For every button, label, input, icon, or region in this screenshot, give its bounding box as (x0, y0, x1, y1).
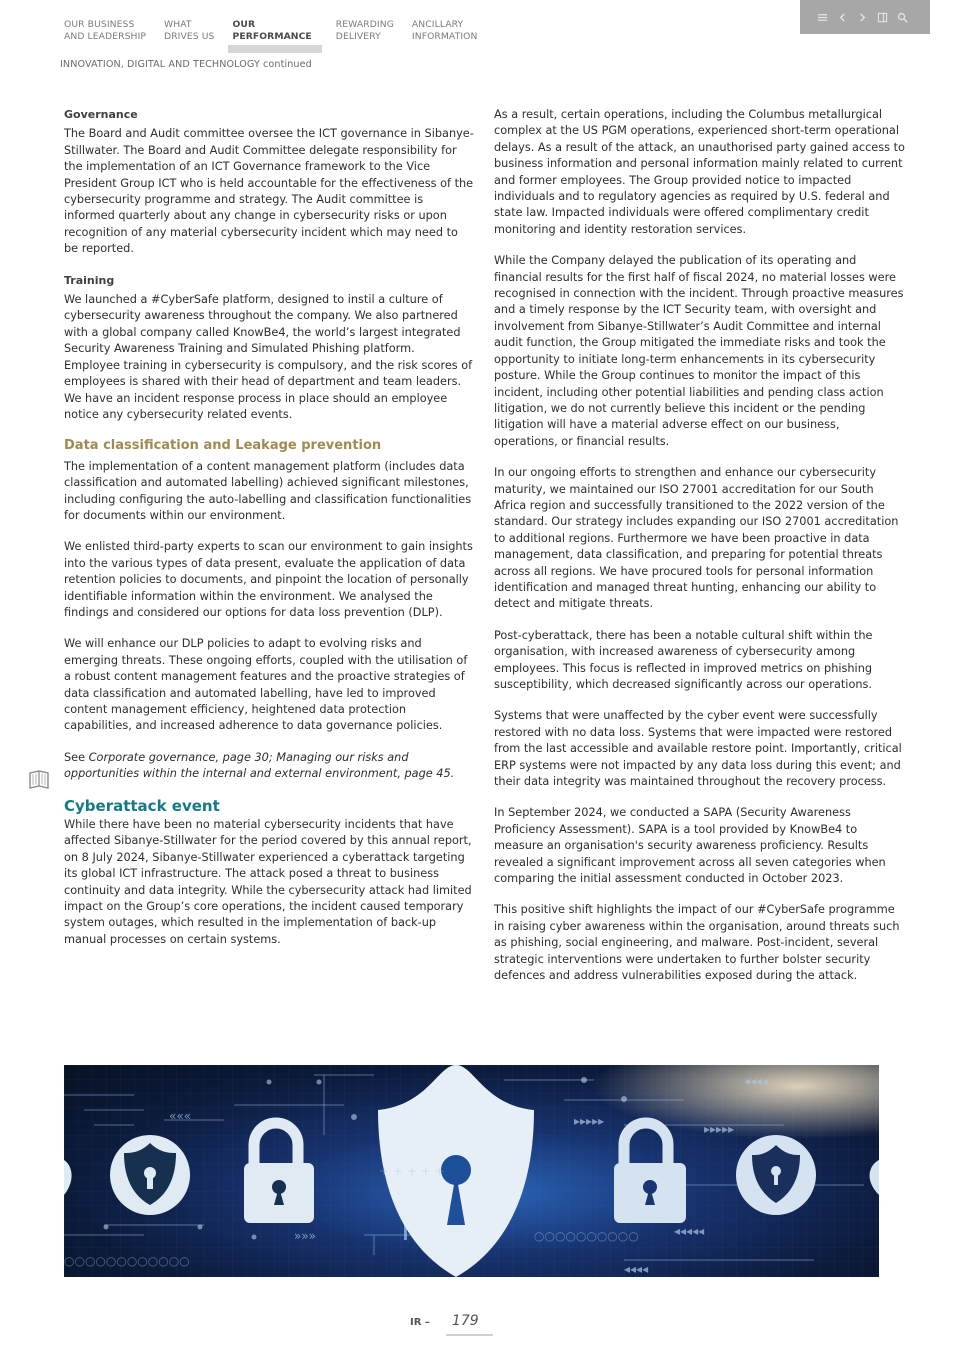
svg-text:»»»: »»» (294, 1229, 317, 1243)
cybersecurity-illustration (64, 1065, 879, 1277)
menu-button[interactable] (816, 11, 828, 23)
search-icon (897, 12, 908, 23)
page-number: 179 (451, 1313, 479, 1329)
right-column (494, 107, 906, 1000)
section-label: INNOVATION, DIGITAL AND TECHNOLOGY continued (60, 59, 312, 70)
training-heading: Training (64, 273, 115, 287)
svg-text:○○○○○○○○○○○○: ○○○○○○○○○○○○ (64, 1254, 190, 1268)
nav-label: DRIVES US (164, 30, 215, 42)
data-classification-paragraph: We will enhance our DLP policies to adapt to evolving risks and emerging threats. These ongoing efforts, coupled with the utilisation of a robust content management features and the proactive strategies of data classification and automated labelling, have led to improved content management efficiency, heightened data protection capabilities, and increased adherence to data governance policies. (64, 637, 468, 733)
pdf-toolbar (800, 0, 930, 34)
nav-label: ANCILLARY (411, 19, 464, 30)
nav-label: WHAT (164, 19, 192, 30)
nav-label: OUR BUSINESS (64, 19, 135, 30)
data-classification-paragraph: The implementation of a content management platform (includes data classification and automated labelling) achieved significant milestones, including configuring the auto-labelling and classification functionalities for documents within our environment. (64, 459, 472, 522)
cyberattack-paragraph: While there have been no material cybersecurity incidents that have affected Sibanye-Stillwater for the period covered by this annual report, on 8 July 2024, Sibanye-Stillwater experienced a cyberattack targeting its global ICT infrastructure. The attack posed a threat to business continuity and data integrity. While the cybersecurity attack had limited impact on the Group’s core operations, the incident caused temporary system outages, which resulted in the implementation of back-up manual processes on certain systems. (64, 818, 472, 946)
nav-label: REWARDING (335, 19, 394, 30)
training-paragraph: We launched a #CyberSafe platform, designed to instil a culture of cybersecurity awareness throughout the company. We also partnered with a global company called KnowBe4, the world’s largest integrated Security Awareness Training and Simulated Phishing platform. Employee training in cybersecurity is compulsory, and the risk scores of employees is shared with their head of department and team leaders. We have an incident response process in place should an employee notice any cybersecurity related events. (64, 293, 473, 421)
body-paragraph: In our ongoing efforts to strengthen and enhance our cybersecurity maturity, we maintained our ISO 27001 accreditation for our South Africa region and successfully transitioned to the 2022 version of the standard. Our strategy includes expanding our ISO 27001 accreditation to additional regions. Furthermore we have been proactive in data management, data classification, and preparing for potential threats across all regions. We have procured tools for personal information identification and managed threat hunting, enhancing our ability to detect and mitigate threats. (494, 466, 899, 611)
cross-reference (64, 750, 474, 783)
see-prefix: See (64, 750, 89, 764)
nav-our-business[interactable] (64, 19, 146, 42)
left-column (64, 107, 474, 963)
page-footer (410, 1313, 479, 1329)
data-classification-paragraph: We enlisted third-party experts to scan our environment to gain insights into the various types of data present, evaluate the application of data retention policies to documents, and pinpoint the location of personally identifiable information within the environment. We analysed the findings and considered our options for data loss prevention (DLP). (64, 540, 473, 619)
nav-rewarding-delivery[interactable] (336, 19, 394, 42)
book-icon[interactable] (28, 770, 50, 790)
nav-label: OUR (232, 19, 256, 30)
body-paragraph: As a result, certain operations, including the Columbus metallurgical complex at the US PGM operations, experienced short-term operational delays. As a result of the attack, an unauthorised party gained access to business information and personal information mainly related to current and former employees. The Group provided notice to impacted individuals and to regulatory agencies as required by U.S. federal and state law. Impacted individuals were offered complimentary credit monitoring and identity restoration services. (494, 108, 905, 236)
nav-our-performance[interactable] (232, 19, 311, 42)
svg-text:▸▸▸▸▸: ▸▸▸▸▸ (704, 1122, 735, 1136)
svg-text:«««: ««« (169, 1109, 192, 1123)
nav-label: DELIVERY (335, 30, 381, 42)
cybersecurity-image (64, 1065, 879, 1277)
nav-label: AND LEADERSHIP (64, 30, 147, 42)
search-button[interactable] (896, 11, 908, 23)
report-prefix: IR – (410, 1317, 430, 1328)
body-paragraph: In September 2024, we conducted a SAPA (Security Awareness Proficiency Assessment). SAPA is a tool provided by KnowBe4 to measure an organisation's security awareness proficiency. Results revealed a significant improvement across all seven categories when comparing the initial assessment conducted in October 2023. (494, 806, 886, 886)
page-view-button[interactable] (876, 11, 888, 23)
chevron-right-icon (857, 12, 868, 23)
body-paragraph: This positive shift highlights the impact of our #CyberSafe programme in raising cyber awareness within the organisation, around threats such as phishing, social engineering, and malware. Post-incident, several strategic interventions were undertaken to further bolster security defences and address vulnerabilities exposed during the attack. (494, 903, 900, 983)
previous-page-button[interactable] (836, 11, 848, 23)
cyberattack-heading: Cyberattack event (64, 796, 220, 815)
svg-text:◂◂◂◂: ◂◂◂◂ (624, 1262, 649, 1276)
nav-what-drives-us[interactable] (164, 19, 214, 42)
page-icon (877, 12, 888, 23)
svg-text:○○○○○○○○○○: ○○○○○○○○○○ (534, 1229, 639, 1243)
svg-text:◂◂◂◂: ◂◂◂◂ (744, 1074, 769, 1088)
top-navigation (64, 19, 495, 42)
menu-icon (817, 12, 828, 23)
svg-text:◂◂◂◂◂: ◂◂◂◂◂ (674, 1224, 705, 1238)
chevron-left-icon (837, 12, 848, 23)
nav-ancillary-information[interactable] (412, 19, 478, 42)
svg-text:+ + + + +: + + + + + (379, 1164, 445, 1178)
nav-label: PERFORMANCE (232, 30, 312, 42)
body-paragraph: While the Company delayed the publication of its operating and financial results for the first half of fiscal 2024, no material losses were recognised in connection with the incident. Through proactive measures and a timely response by the ICT Security team, with oversight and involvement from Sibanye-Stillwater’s Audit Committee and internal audit function, the Group mitigated the immediate risks and took the opportunity to initiate long-term enhancements in its cybersecurity posture. While the Group continues to monitor the impact of this incident, including other potential liabilities and pending class action litigation, we do not currently believe this incident or the pending litigation will have a material adverse effect on our business, operations, or financial results. (494, 254, 904, 448)
next-page-button[interactable] (856, 11, 868, 23)
nav-label: INFORMATION (411, 30, 478, 42)
governance-paragraph: The Board and Audit committee oversee the ICT governance in Sibanye-Stillwater. The Board and Audit Committee delegate responsibility for the implementation of an ICT Governance framework to the Vice President Group ICT who is held accountable for the effectiveness of the cybersecurity programme and strategy. The Audit committee is informed quarterly about any change in cybersecurity risks or upon recognition of any material cybersecurity incident which may need to be reported. (64, 127, 474, 256)
data-classification-heading: Data classification and Leakage prevention (64, 438, 382, 454)
body-paragraph: Post-cyberattack, there has been a notable cultural shift within the organisation, with increased awareness of cybersecurity among employees. This focus is reflected in improved metrics on phishing susceptibility, which decreased significantly across our operations. (494, 628, 873, 691)
svg-text:▸▸▸▸▸: ▸▸▸▸▸ (574, 1114, 605, 1128)
governance-heading: Governance (64, 108, 138, 121)
body-paragraph: Systems that were unaffected by the cyber event were successfully restored with no data loss. Systems that were impacted were restored from the last accessible and available restore point. Importantly, critical ERP systems were not impacted by any data loss during this event; and their data integrity was maintained throughout the recovery process. (494, 709, 902, 789)
cross-reference-link[interactable]: Corporate governance, page 30; Managing our risks and opportunities within the internal and external environment, page 45. (64, 750, 455, 781)
